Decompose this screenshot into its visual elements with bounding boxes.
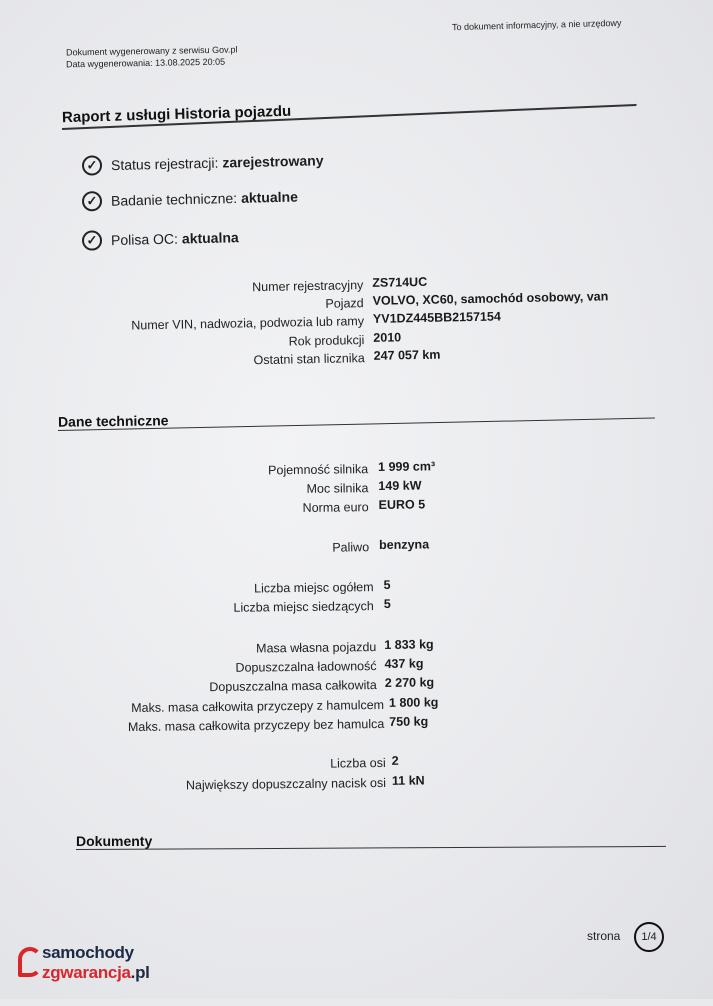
logo-text-bottom [42, 963, 150, 983]
technical-value: 149 kW [378, 478, 422, 494]
vehicle-value: 247 057 km [373, 347, 441, 363]
page-number: 1/4 [641, 931, 657, 943]
report-title: Raport z usługi Historia pojazdu [61, 102, 292, 127]
technical-label: Dopuszczalna ładowność [235, 659, 377, 675]
vehicle-value: VOLVO, XC60, samochód osobowy, van [372, 289, 609, 308]
logo-text-bottom-main: zgwarancja [42, 963, 131, 982]
technical-label: Największy dopuszczalny nacisk osi [185, 775, 387, 793]
vehicle-value: ZS714UC [372, 274, 428, 290]
technical-label: Liczba miejsc siedzących [233, 599, 374, 615]
technical-value: 1 999 cm³ [378, 459, 436, 475]
technical-value: 11 kN [391, 773, 425, 788]
technical-label: Paliwo [332, 540, 370, 555]
status-label: Status rejestracji: [110, 154, 219, 174]
vehicle-value: 2010 [373, 330, 402, 345]
technical-value: 437 kg [384, 656, 424, 671]
technical-value: 1 800 kg [388, 695, 439, 710]
technical-label: Maks. masa całkowita przyczepy bez hamulca [127, 716, 385, 735]
status-value: aktualna [181, 229, 239, 247]
disclaimer-text: To dokument informacyjny, a nie urzędowy [451, 17, 622, 33]
technical-label: Dopuszczalna masa całkowita [209, 678, 377, 695]
vehicle-label: Numer VIN, nadwozia, podwozia lub ramy [131, 314, 365, 333]
vehicle-label: Ostatni stan licznika [253, 351, 365, 368]
technical-value: EURO 5 [378, 497, 426, 513]
technical-value: 1 833 kg [384, 637, 434, 652]
documents-section-title: Dokumenty [76, 833, 153, 849]
logo-mark-icon [18, 947, 42, 977]
page-label: strona [587, 929, 621, 943]
vehicle-label: Pojazd [325, 296, 364, 311]
generated-from-text: Dokument wygenerowany z serwisu Gov.pl [65, 44, 238, 58]
technical-value: 750 kg [389, 714, 429, 729]
check-circle-icon: ✓ [82, 191, 102, 211]
technical-value: 5 [383, 596, 391, 611]
technical-value: benzyna [378, 537, 430, 553]
status-value: zarejestrowany [222, 152, 324, 171]
logo-text-top: samochody [42, 943, 134, 962]
technical-label: Moc silnika [306, 481, 369, 496]
logo-text-bottom-tld: .pl [130, 963, 150, 982]
status-label: Polisa OC: [110, 230, 179, 249]
technical-section-title: Dane techniczne [57, 412, 169, 430]
technical-value: 2 270 kg [384, 675, 435, 690]
technical-label: Norma euro [302, 500, 369, 515]
check-circle-icon: ✓ [82, 230, 102, 250]
technical-label: Pojemność silnika [268, 462, 369, 478]
technical-label: Liczba osi [330, 755, 386, 771]
check-circle-icon: ✓ [82, 155, 102, 175]
vehicle-label: Numer rejestracyjny [252, 278, 364, 295]
technical-value: 5 [383, 577, 391, 592]
page-number-badge [634, 922, 664, 952]
vehicle-label: Rok produkcji [288, 333, 365, 349]
technical-label: Maks. masa całkowita przyczepy z hamulcem [131, 697, 385, 716]
vehicle-value: YV1DZ445BB2157154 [372, 309, 501, 326]
technical-label: Masa własna pojazdu [256, 640, 377, 656]
status-label: Badanie techniczne: [110, 189, 238, 209]
technical-value: 2 [391, 753, 399, 768]
technical-label: Liczba miejsc ogółem [254, 580, 374, 596]
status-value: aktualne [240, 188, 299, 206]
generated-date-text: Data wygenerowania: 13.08.2025 20:05 [65, 56, 226, 70]
